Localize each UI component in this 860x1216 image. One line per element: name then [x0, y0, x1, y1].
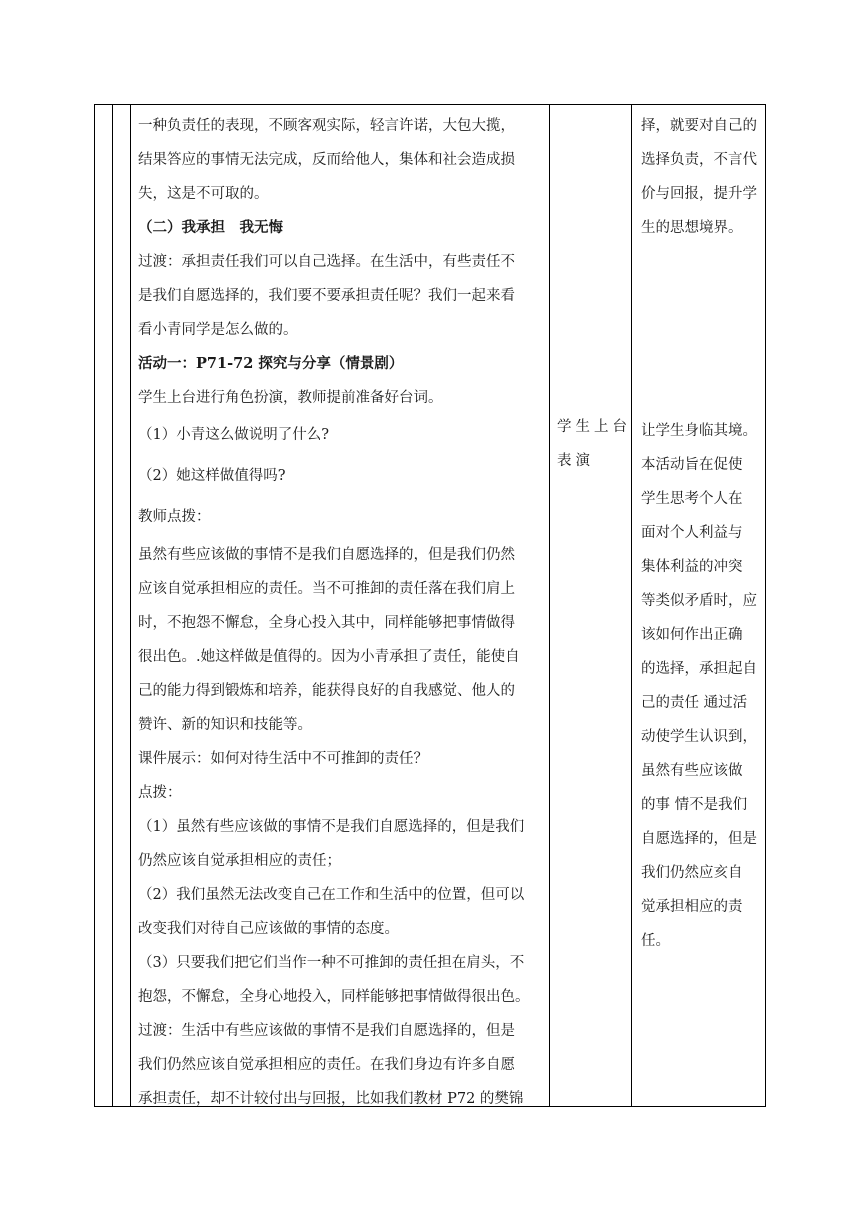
text-line: 自愿选择的，但是 [641, 831, 757, 847]
student-activity-cell [549, 105, 631, 1106]
text-line: 是我们自愿选择的，我们要不要承担责任呢？我们一起来看 [138, 288, 515, 304]
text-line: （3）只要我们把它们当作一种不可推卸的责任担在肩头，不 [138, 955, 525, 971]
text-line: 学生上台进行角色扮演，教师提前准备好台词。 [138, 390, 443, 406]
text-line: 等类似矛盾时，应 [641, 593, 757, 609]
text-line: 的选择，承担起自 [641, 661, 757, 677]
text-line: 看小青同学是怎么做的。 [138, 322, 298, 338]
text-line: 选择负责，不言代 [641, 152, 757, 168]
text-line: 面对个人利益与 [641, 525, 743, 541]
text-line: 我们仍然应该自觉承担相应的责任。在我们身边有许多自愿 [138, 1057, 515, 1073]
question-line: （2）她这样做值得吗? [138, 468, 286, 484]
text-line: 过渡：承担责任我们可以自己选择。在生活中，有些责任不 [138, 254, 515, 270]
text-line: 本活动旨在促使 [641, 457, 743, 473]
text-line: 点拨： [138, 785, 182, 801]
text-line: 教师点拨： [138, 509, 211, 525]
text-line: 学生思考个人在 [641, 491, 743, 507]
design-intent-cell [631, 105, 767, 1106]
text-line: 虽然有些应该做的事情不是我们自愿选择的，但是我们仍然 [138, 547, 515, 563]
spacer [641, 245, 761, 414]
column-divider [112, 105, 113, 1106]
text-line: 过渡：生活中有些应该做的事情不是我们自愿选择的，但是 [138, 1023, 515, 1039]
text-line: 承担责任，却不计较付出与回报，比如我们教材 P72 的樊锦 [138, 1091, 524, 1107]
text-line: 我们仍然应亥自 [641, 865, 743, 881]
text-line: 动使学生认识到， [641, 729, 757, 745]
text-line: 学生上台 [557, 419, 631, 435]
text-line: 失，这是不可取的。 [138, 186, 269, 202]
text-line: 课件展示：如何对待生活中不可推卸的责任？ [138, 751, 428, 767]
activity-heading: 活动一：P71-72 探究与分享（情景剧） [138, 355, 404, 372]
text-line: 该如何作出正确 [641, 627, 743, 643]
text-line: （2）我们虽然无法改变自己在工作和生活中的位置，但可以 [138, 887, 525, 903]
lesson-table [94, 104, 766, 1107]
text-line: 表演 [557, 453, 594, 469]
question-line: （1）小青这么做说明了什么? [138, 427, 329, 443]
text-line: 改变我们对待自己应该做的事情的态度。 [138, 921, 399, 937]
text-line: 赞许、新的知识和技能等。 [138, 717, 312, 733]
text-line: 生的思想境界。 [641, 220, 743, 236]
text-line: 时，不抱怨不懈怠，全身心投入其中，同样能够把事情做得 [138, 615, 515, 631]
text-line: 择，就要对自己的 [641, 118, 757, 134]
text-line: 己的能力得到锻炼和培养，能获得良好的自我感觉、他人的 [138, 683, 515, 699]
text-line: 己的责任 通过活 [641, 695, 748, 711]
text-line: 任。 [641, 933, 670, 949]
text-line: 结果答应的事情无法完成，反而给他人，集体和社会造成损 [138, 152, 515, 168]
text-line: 觉承担相应的责 [641, 899, 743, 915]
text-line: 让学生身临其境。 [641, 423, 757, 439]
text-line: 仍然应该自觉承担相应的责任； [138, 853, 341, 869]
text-line: 应该自觉承担相应的责任。当不可推卸的责任落在我们肩上 [138, 581, 515, 597]
text-line: 虽然有些应该做 [641, 763, 743, 779]
text-line: 一种负责任的表现，不顾客观实际，轻言许诺，大包大揽， [138, 118, 515, 134]
text-line: 很出色。.她这样做是值得的。因为小青承担了责任，能使自 [138, 649, 520, 665]
text-line: 价与回报，提升学 [641, 186, 757, 202]
teaching-process-cell [130, 105, 549, 1106]
text-line: 集体利益的冲突 [641, 559, 743, 575]
text-line: 抱怨，不懈怠，全身心地投入，同样能够把事情做得很出色。 [138, 989, 530, 1005]
section-heading: （二）我承担 我无悔 [138, 219, 283, 236]
text-line: （1）虽然有些应该做的事情不是我们自愿选择的，但是我们 [138, 819, 525, 835]
text-line: 的事 情不是我们 [641, 797, 748, 813]
